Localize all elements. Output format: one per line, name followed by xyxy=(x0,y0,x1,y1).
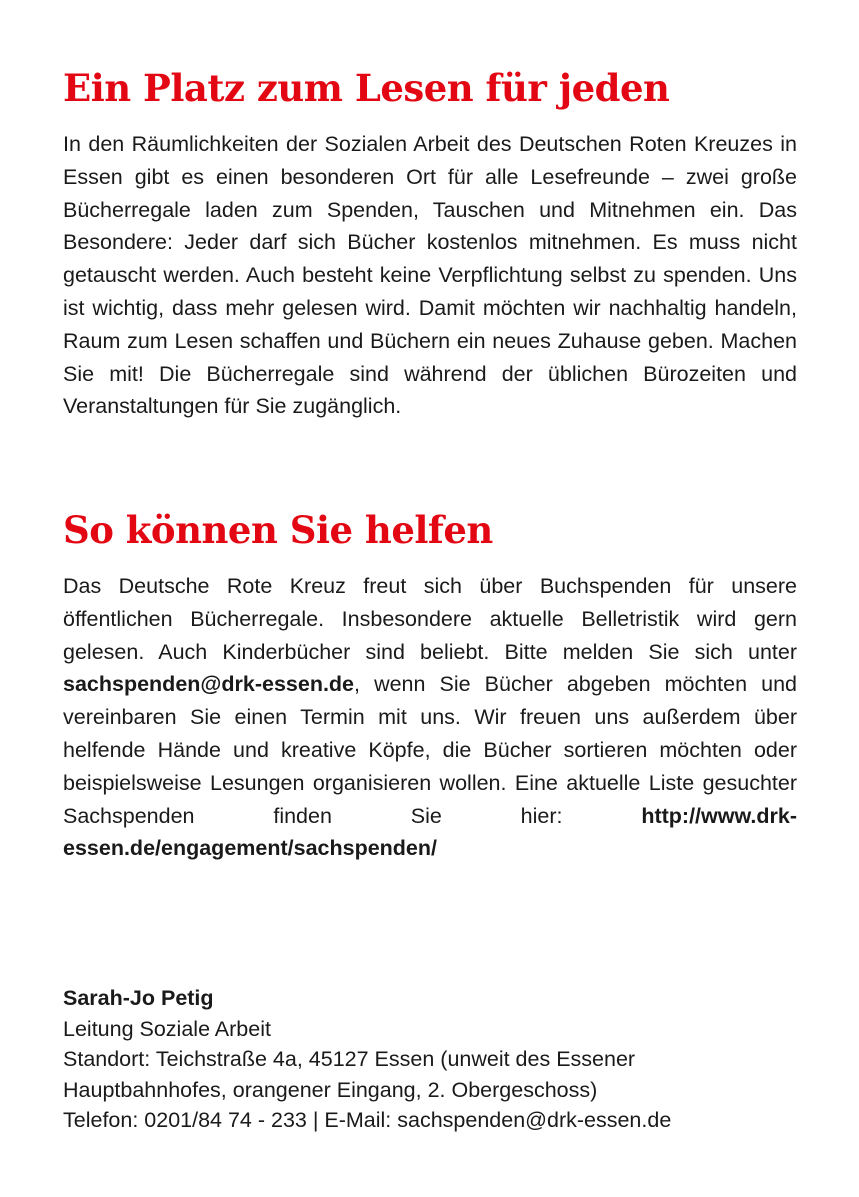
contact-location-line-1: Standort: Teichstraße 4a, 45127 Essen (unweit des Essener xyxy=(63,1047,636,1072)
section-heading-reading-place: Ein Platz zum Lesen für jeden xyxy=(63,66,670,110)
contact-role: Leitung Soziale Arbeit xyxy=(63,1016,271,1041)
help-text-part-2: , wenn Sie Bücher abgeben möchten und vereinbaren Sie einen Termin mit uns. Wir freuen uns außerdem über helfende Hände und kreative Köpfe, die Bücher sortieren möchten oder beispielsweise Lesungen organisieren wollen. Eine aktuelle Liste gesuchter Sachspenden finden Sie hier: xyxy=(63,672,797,828)
section-body-reading-place: In den Räumlichkeiten der Sozialen Arbeit des Deutschen Roten Kreuzes in Essen gibt es einen besonderen Ort für alle Lesefreunde – zwei große Bücherregale laden zum Spenden, Tauschen und Mitnehmen ein. Das Besondere: Jeder darf sich Bücher kostenlos mitnehmen. Es muss nicht getauscht werden. Auch besteht keine Verpflichtung selbst zu spenden. Uns ist wichtig, dass mehr gelesen wird. Damit möchten wir nachhaltig handeln, Raum zum Lesen schaffen und Büchern ein neues Zuhause geben. Machen Sie mit! Die Bücherregale sind während der üblichen Bürozeiten und Veranstaltungen für Sie zugänglich. xyxy=(63,132,797,419)
contact-location-line-2: Hauptbahnhofes, orangener Eingang, 2. Obergeschoss) xyxy=(63,1077,598,1102)
help-text-part-1: Das Deutsche Rote Kreuz freut sich über Buchspenden für unsere öffentlichen Bücherregale. Insbesondere aktuelle Belletristik wird gern gelesen. Auch Kinderbücher sind beliebt. Bitte melden Sie sich unter xyxy=(63,574,797,664)
section-heading-how-to-help: So können Sie helfen xyxy=(63,508,493,552)
contact-block xyxy=(63,983,797,1136)
donation-email-link[interactable]: sachspenden@drk-essen.de xyxy=(63,672,355,697)
donation-list-url-link[interactable]: http://www.drk-essen.de/engagement/sachspenden/ xyxy=(63,803,797,861)
contact-phone-email: Telefon: 0201/84 74 - 233 | E-Mail: sachspenden@drk-essen.de xyxy=(63,1108,672,1133)
contact-name: Sarah-Jo Petig xyxy=(63,986,214,1010)
section-body-how-to-help xyxy=(63,570,797,865)
